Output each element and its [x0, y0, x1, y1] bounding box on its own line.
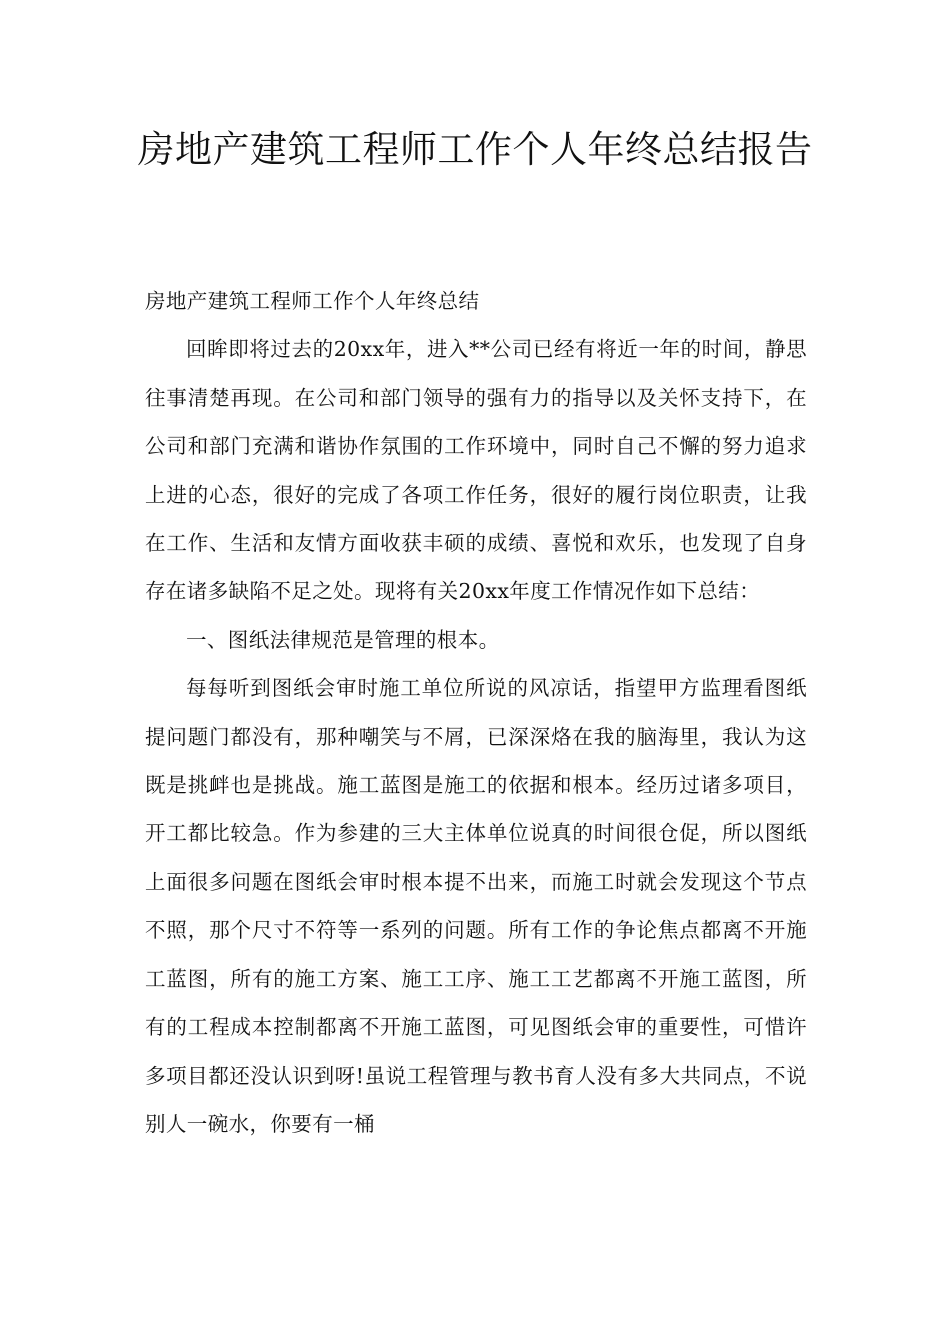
section-heading: 一、图纸法律规范是管理的根本。 [186, 627, 500, 652]
body-paragraph: 每每听到图纸会审时施工单位所说的风凉话，指望甲方监理看图纸提问题门都没有，那种嘲笑与不屑，已深深烙在我的脑海里，我认为这既是挑衅也是挑战。施工蓝图是施工的依据和根本。经历过诸多项目，开工都比较急。作为参建的三大主体单位说真的时间很仓促，所以图纸上面很多问题在图纸会审时根本提不出来，而施工时就会发现这个节点不照，那个尺寸不符等一系列的问题。所有工作的争论焦点都离不开施工蓝图，所有的施工方案、施工工序、施工工艺都离不开施工蓝图，所有的工程成本控制都离不开施工蓝图，可见图纸会审的重要性，可惜许多项目都还没认识到呀!虽说工程管理与教书育人没有多大共同点，不说别人一碗水，你要有一桶 [145, 676, 807, 1136]
document-body [145, 277, 807, 1148]
intro-paragraph: 回眸即将过去的20xx年，进入**公司已经有将近一年的时间，静思往事清楚再现。在公司和部门领导的强有力的指导以及关怀支持下，在公司和部门充满和谐协作氛围的工作环境中，同时自己不懈的努力追求上进的心态，很好的完成了各项工作任务，很好的履行岗位职责，让我在工作、生活和友情方面收获丰硕的成绩、喜悦和欢乐，也发现了自身存在诸多缺陷不足之处。现将有关20xx年度工作情况作如下总结： [145, 337, 807, 604]
subtitle-paragraph: 房地产建筑工程师工作个人年终总结 [145, 289, 480, 313]
document-title: 房地产建筑工程师工作个人年终总结报告 [137, 128, 813, 171]
